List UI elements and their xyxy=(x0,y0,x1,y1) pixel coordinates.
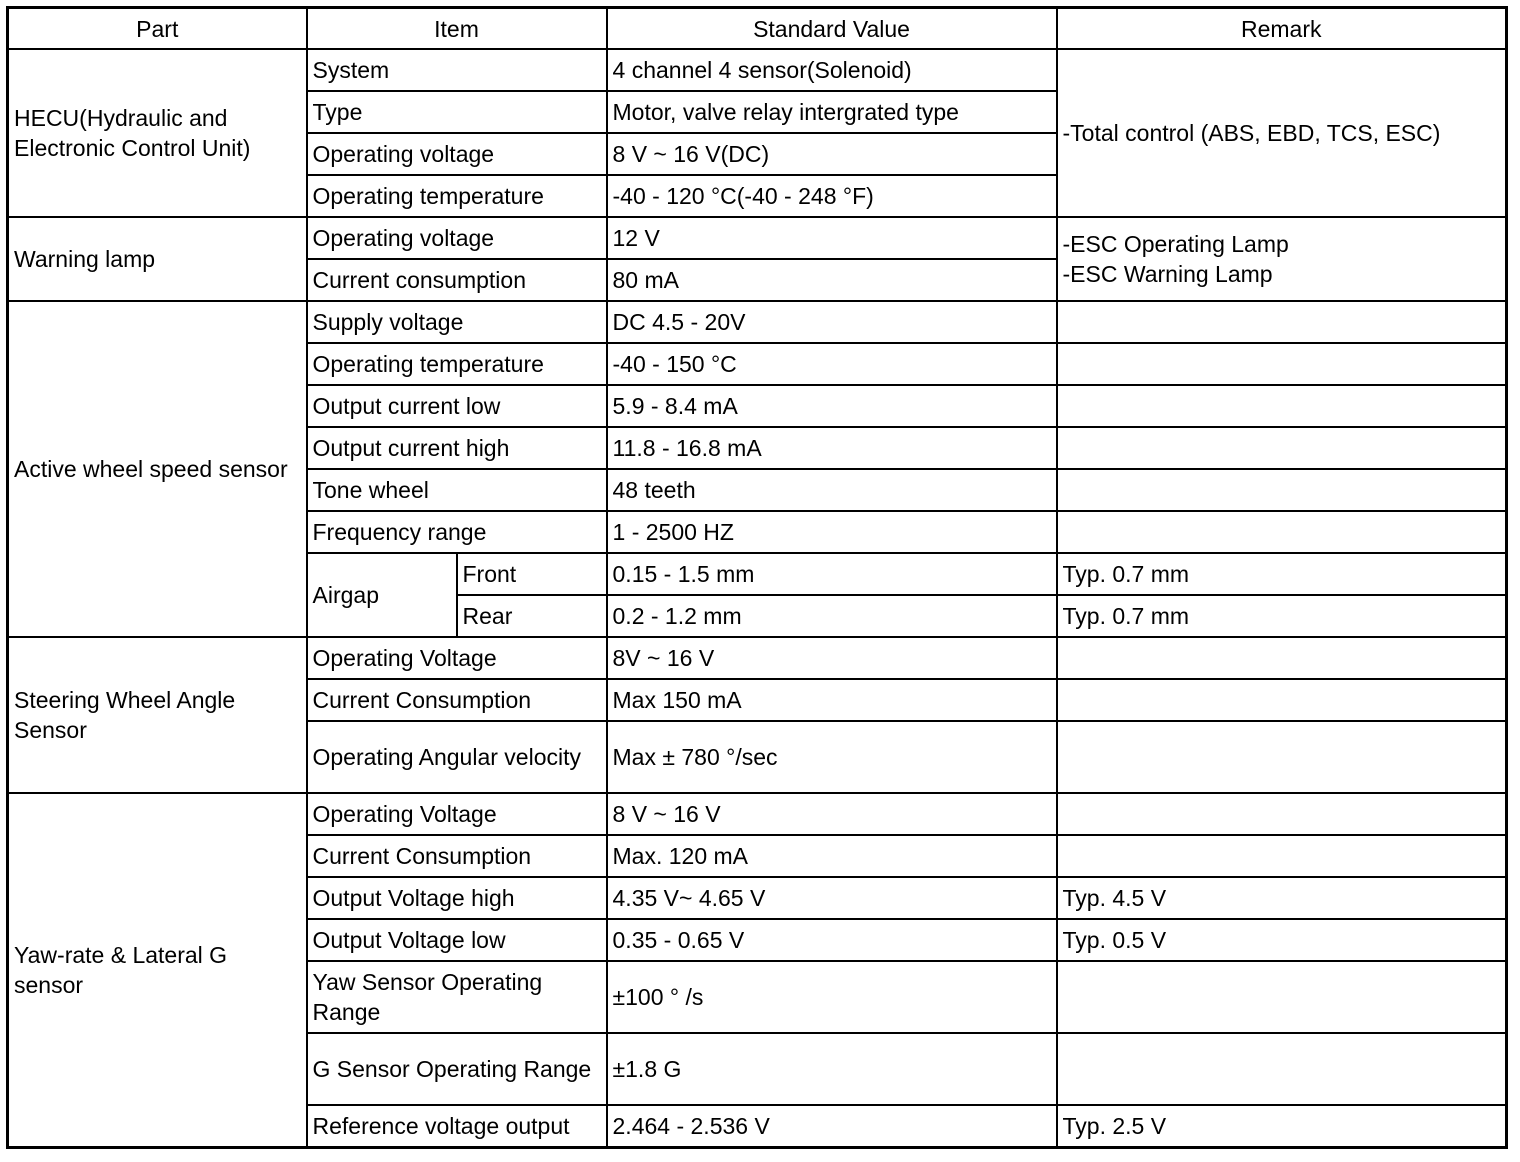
remark-cell: Typ. 4.5 V xyxy=(1057,877,1507,919)
table-row xyxy=(8,793,1507,835)
part-cell-yaw-sensor: Yaw-rate & Lateral G sensor xyxy=(8,793,307,1148)
value-cell: 8 V ~ 16 V xyxy=(607,793,1057,835)
remark-cell: Typ. 2.5 V xyxy=(1057,1105,1507,1148)
remark-cell xyxy=(1057,961,1507,1033)
item-cell: System xyxy=(307,49,607,91)
remark-cell xyxy=(1057,301,1507,343)
value-cell: Max. 120 mA xyxy=(607,835,1057,877)
value-cell: 8 V ~ 16 V(DC) xyxy=(607,133,1057,175)
remark-cell xyxy=(1057,427,1507,469)
remark-line: -ESC Warning Lamp xyxy=(1062,261,1273,287)
table-row xyxy=(8,217,1507,259)
header-remark: Remark xyxy=(1057,8,1507,50)
item-cell: Output current high xyxy=(307,427,607,469)
remark-cell xyxy=(1057,511,1507,553)
value-cell: 80 mA xyxy=(607,259,1057,301)
part-cell-warning-lamp: Warning lamp xyxy=(8,217,307,301)
item-cell: Operating Voltage xyxy=(307,793,607,835)
table-row xyxy=(8,49,1507,91)
remark-cell-hecu: -Total control (ABS, EBD, TCS, ESC) xyxy=(1057,49,1507,217)
item-cell: Current Consumption xyxy=(307,679,607,721)
value-cell: 2.464 - 2.536 V xyxy=(607,1105,1057,1148)
item-cell: Operating Angular velocity xyxy=(307,721,607,793)
value-cell: 0.35 - 0.65 V xyxy=(607,919,1057,961)
value-cell: DC 4.5 - 20V xyxy=(607,301,1057,343)
value-cell: 0.2 - 1.2 mm xyxy=(607,595,1057,637)
remark-cell xyxy=(1057,679,1507,721)
table-row xyxy=(8,637,1507,679)
header-item: Item xyxy=(307,8,607,50)
remark-cell xyxy=(1057,469,1507,511)
remark-cell xyxy=(1057,793,1507,835)
item-cell: Current Consumption xyxy=(307,835,607,877)
airgap-rear-label: Rear xyxy=(457,595,607,637)
value-cell: -40 - 120 °C(-40 - 248 °F) xyxy=(607,175,1057,217)
item-cell: Operating temperature xyxy=(307,175,607,217)
remark-cell xyxy=(1057,721,1507,793)
airgap-front-label: Front xyxy=(457,553,607,595)
item-cell: Output Voltage high xyxy=(307,877,607,919)
table-row xyxy=(8,301,1507,343)
remark-cell xyxy=(1057,343,1507,385)
remark-cell: Typ. 0.7 mm xyxy=(1057,553,1507,595)
item-cell: Operating voltage xyxy=(307,133,607,175)
part-cell-hecu: HECU(Hydraulic and Electronic Control Unit) xyxy=(8,49,307,217)
value-cell: 8V ~ 16 V xyxy=(607,637,1057,679)
item-cell: Output Voltage low xyxy=(307,919,607,961)
part-cell-wheel-speed-sensor: Active wheel speed sensor xyxy=(8,301,307,637)
item-cell: Operating Voltage xyxy=(307,637,607,679)
item-cell: Frequency range xyxy=(307,511,607,553)
remark-cell xyxy=(1057,835,1507,877)
item-cell: Tone wheel xyxy=(307,469,607,511)
item-cell: G Sensor Operating Range xyxy=(307,1033,607,1105)
item-cell: Output current low xyxy=(307,385,607,427)
airgap-label: Airgap xyxy=(307,553,457,637)
remark-cell: Typ. 0.7 mm xyxy=(1057,595,1507,637)
remark-line: -ESC Operating Lamp xyxy=(1062,231,1289,257)
value-cell: 4.35 V~ 4.65 V xyxy=(607,877,1057,919)
part-cell-steering-sensor: Steering Wheel Angle Sensor xyxy=(8,637,307,793)
value-cell: 1 - 2500 HZ xyxy=(607,511,1057,553)
value-cell: 48 teeth xyxy=(607,469,1057,511)
value-cell: 12 V xyxy=(607,217,1057,259)
header-row xyxy=(8,8,1507,50)
header-standard-value: Standard Value xyxy=(607,8,1057,50)
header-part: Part xyxy=(8,8,307,50)
item-cell: Reference voltage output xyxy=(307,1105,607,1148)
value-cell: -40 - 150 °C xyxy=(607,343,1057,385)
remark-cell xyxy=(1057,385,1507,427)
value-cell: Motor, valve relay intergrated type xyxy=(607,91,1057,133)
value-cell: Max ± 780 °/sec xyxy=(607,721,1057,793)
remark-cell-warning-lamp xyxy=(1057,217,1507,301)
item-cell: Supply voltage xyxy=(307,301,607,343)
value-cell: ±1.8 G xyxy=(607,1033,1057,1105)
specification-table xyxy=(6,6,1508,1149)
remark-cell xyxy=(1057,1033,1507,1105)
remark-cell xyxy=(1057,637,1507,679)
value-cell: Max 150 mA xyxy=(607,679,1057,721)
item-cell: Operating temperature xyxy=(307,343,607,385)
value-cell: 11.8 - 16.8 mA xyxy=(607,427,1057,469)
item-cell: Type xyxy=(307,91,607,133)
item-cell: Current consumption xyxy=(307,259,607,301)
value-cell: 5.9 - 8.4 mA xyxy=(607,385,1057,427)
item-cell: Yaw Sensor Operating Range xyxy=(307,961,607,1033)
value-cell: 0.15 - 1.5 mm xyxy=(607,553,1057,595)
value-cell: ±100 ° /s xyxy=(607,961,1057,1033)
value-cell: 4 channel 4 sensor(Solenoid) xyxy=(607,49,1057,91)
remark-cell: Typ. 0.5 V xyxy=(1057,919,1507,961)
item-cell: Operating voltage xyxy=(307,217,607,259)
